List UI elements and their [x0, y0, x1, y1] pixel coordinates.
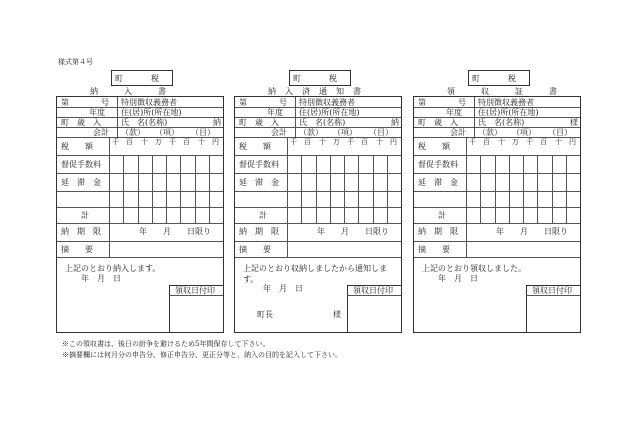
digit-header: 百 — [361, 138, 368, 146]
revenue-label: 町 歳 入 — [418, 118, 458, 127]
row-tax-amount: 税 額 — [239, 142, 271, 151]
form-number: 様式第４号 — [58, 58, 93, 66]
tax-title-box: 町 税 — [289, 70, 351, 86]
digit-header: 千 — [469, 138, 476, 146]
tax-title-box: 町 税 — [468, 70, 530, 86]
name-label: 氏 名(名称) — [478, 118, 525, 127]
total-label: 計 — [259, 211, 267, 220]
digit-header: 千 — [112, 138, 119, 146]
row-delinquency-charge: 延 滞 金 — [418, 178, 458, 187]
stamp-label: 領収日付印 — [175, 286, 215, 295]
name-suffix: 様 — [570, 118, 578, 127]
digit-header: 十 — [376, 138, 383, 146]
digit-header: 十 — [555, 138, 562, 146]
kan-label: （款） — [299, 128, 323, 137]
town-chief-label: 町長 — [257, 310, 273, 319]
number-label: 第 号 — [239, 98, 287, 107]
digit-header: 万 — [155, 138, 162, 146]
tax-title-box: 町 税 — [111, 70, 173, 86]
fiscal-year-label: 年度 — [446, 108, 462, 117]
kan-label: （款） — [478, 128, 502, 137]
kou-label: （項） — [512, 128, 536, 137]
account-label: 会計 — [450, 128, 466, 137]
digit-header: 千 — [169, 138, 176, 146]
document-title: 領 収 証 書 — [447, 87, 566, 96]
digit-header: 千 — [347, 138, 354, 146]
total-label: 計 — [438, 211, 446, 220]
fiscal-year-label: 年度 — [267, 108, 283, 117]
fiscal-year-label: 年度 — [89, 108, 105, 117]
row-tax-amount: 税 額 — [418, 142, 450, 151]
digit-header: 百 — [483, 138, 490, 146]
deadline-label: 納 期 限 — [61, 227, 101, 236]
date-line: 年 月 日 — [81, 274, 121, 283]
stamp-label: 領収日付印 — [532, 286, 572, 295]
row-dunning-fee: 督促手数料 — [239, 160, 279, 169]
moku-label: （目） — [191, 128, 215, 137]
kou-label: （項） — [333, 128, 357, 137]
row-tax-amount: 税 額 — [61, 142, 93, 151]
honorific-label: 様 — [333, 310, 341, 319]
digit-header: 万 — [333, 138, 340, 146]
name-label: 氏 名(名称) — [299, 118, 346, 127]
deadline-value: 年 月 日限り — [317, 227, 389, 236]
memo-label: 摘 要 — [418, 245, 450, 254]
deadline-label: 納 期 限 — [418, 227, 458, 236]
revenue-label: 町 歳 入 — [61, 118, 101, 127]
receipt-message: 上記のとおり収納しましたから通知します。 — [243, 264, 387, 284]
digit-header: 百 — [126, 138, 133, 146]
memo-label: 摘 要 — [61, 245, 93, 254]
digit-header: 十 — [141, 138, 148, 146]
digit-header: 十 — [319, 138, 326, 146]
deadline-label: 納 期 限 — [239, 227, 279, 236]
digit-header: 百 — [183, 138, 190, 146]
kan-label: （款） — [121, 128, 145, 137]
payer-label: 特別徴収義務者 — [121, 98, 177, 107]
digit-header: 十 — [498, 138, 505, 146]
digit-header: 千 — [290, 138, 297, 146]
form-panel — [234, 96, 402, 333]
document-title: 納 入 書 — [90, 87, 175, 96]
name-suffix: 納 — [213, 118, 221, 127]
row-dunning-fee: 督促手数料 — [418, 160, 458, 169]
date-line: 年 月 日 — [263, 284, 303, 293]
row-delinquency-charge: 延 滞 金 — [61, 178, 101, 187]
document-title: 納入済通知書 — [268, 87, 370, 96]
digit-header: 円 — [212, 138, 219, 146]
date-line: 年 月 日 — [438, 274, 478, 283]
digit-header: 百 — [540, 138, 547, 146]
form-panel — [413, 96, 581, 333]
deadline-value: 年 月 日限り — [139, 227, 211, 236]
stamp-label: 領収日付印 — [353, 286, 393, 295]
digit-header: 円 — [390, 138, 397, 146]
payer-label: 特別徴収義務者 — [299, 98, 355, 107]
memo-label: 摘 要 — [239, 245, 271, 254]
moku-label: （目） — [369, 128, 393, 137]
note-memo: ※摘要欄には何月分の申告分、修正申告分、更正分等と、納入の目的を記入して下さい。 — [62, 351, 342, 359]
name-label: 氏 名(名称) — [121, 118, 168, 127]
address-label: 住(居)所(所在地) — [121, 108, 182, 117]
deadline-value: 年 月 日限り — [496, 227, 568, 236]
account-label: 会計 — [93, 128, 109, 137]
digit-header: 千 — [526, 138, 533, 146]
moku-label: （目） — [548, 128, 572, 137]
name-suffix: 納 — [391, 118, 399, 127]
account-label: 会計 — [271, 128, 287, 137]
form-panel — [56, 96, 224, 333]
digit-header: 円 — [569, 138, 576, 146]
digit-header: 十 — [198, 138, 205, 146]
row-dunning-fee: 督促手数料 — [61, 160, 101, 169]
number-label: 第 号 — [61, 98, 109, 107]
address-label: 住(居)所(所在地) — [478, 108, 539, 117]
payer-label: 特別徴収義務者 — [478, 98, 534, 107]
address-label: 住(居)所(所在地) — [299, 108, 360, 117]
receipt-message: 上記のとおり納入します。 — [65, 264, 161, 273]
total-label: 計 — [81, 211, 89, 220]
kou-label: （項） — [155, 128, 179, 137]
digit-header: 百 — [304, 138, 311, 146]
digit-header: 万 — [512, 138, 519, 146]
revenue-label: 町 歳 入 — [239, 118, 279, 127]
note-retention: ※この領収書は、後日の紛争を避けるため5年間保存して下さい。 — [62, 340, 270, 348]
receipt-message: 上記のとおり領収しました。 — [422, 264, 526, 273]
number-label: 第 号 — [418, 98, 466, 107]
row-delinquency-charge: 延 滞 金 — [239, 178, 279, 187]
